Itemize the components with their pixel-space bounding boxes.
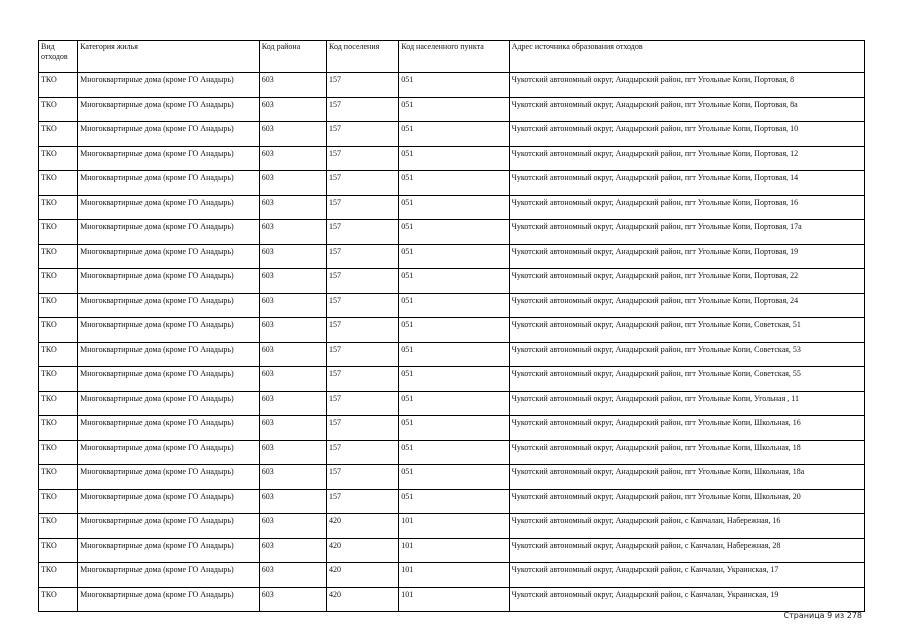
cell-settlement-code: 157 [327, 171, 399, 196]
cell-housing-category: Многоквартирные дома (кроме ГО Анадырь) [78, 293, 260, 318]
cell-housing-category: Многоквартирные дома (кроме ГО Анадырь) [78, 440, 260, 465]
cell-settlement-code: 420 [327, 538, 399, 563]
cell-housing-category: Многоквартирные дома (кроме ГО Анадырь) [78, 122, 260, 147]
cell-waste-type: ТКО [39, 440, 78, 465]
cell-housing-category: Многоквартирные дома (кроме ГО Анадырь) [78, 489, 260, 514]
cell-locality-code: 051 [399, 97, 509, 122]
cell-settlement-code: 157 [327, 244, 399, 269]
table-row [39, 416, 865, 441]
cell-housing-category: Многоквартирные дома (кроме ГО Анадырь) [78, 342, 260, 367]
cell-locality-code: 051 [399, 171, 509, 196]
table-header-row [39, 41, 865, 73]
table-row [39, 122, 865, 147]
table-row [39, 318, 865, 343]
cell-locality-code: 101 [399, 514, 509, 539]
cell-settlement-code: 420 [327, 514, 399, 539]
cell-waste-type: ТКО [39, 367, 78, 392]
cell-locality-code: 101 [399, 563, 509, 588]
cell-waste-type: ТКО [39, 73, 78, 98]
table-row [39, 73, 865, 98]
cell-settlement-code: 157 [327, 440, 399, 465]
cell-source-address: Чукотский автономный округ, Анадырский район, пгт Угольные Копи, Портовая, 17а [509, 220, 864, 245]
cell-district-code: 603 [259, 391, 326, 416]
cell-source-address: Чукотский автономный округ, Анадырский район, с Канчалан, Набережная, 16 [509, 514, 864, 539]
cell-source-address: Чукотский автономный округ, Анадырский район, пгт Угольные Копи, Советская, 51 [509, 318, 864, 343]
cell-locality-code: 051 [399, 122, 509, 147]
cell-district-code: 603 [259, 367, 326, 392]
cell-district-code: 603 [259, 122, 326, 147]
cell-housing-category: Многоквартирные дома (кроме ГО Анадырь) [78, 318, 260, 343]
cell-source-address: Чукотский автономный округ, Анадырский район, пгт Угольные Копи, Портовая, 14 [509, 171, 864, 196]
cell-waste-type: ТКО [39, 514, 78, 539]
cell-housing-category: Многоквартирные дома (кроме ГО Анадырь) [78, 416, 260, 441]
cell-locality-code: 051 [399, 146, 509, 171]
cell-source-address: Чукотский автономный округ, Анадырский район, с Канчалан, Украинская, 17 [509, 563, 864, 588]
table-row [39, 171, 865, 196]
cell-district-code: 603 [259, 73, 326, 98]
cell-housing-category: Многоквартирные дома (кроме ГО Анадырь) [78, 514, 260, 539]
cell-waste-type: ТКО [39, 146, 78, 171]
table-header [39, 41, 865, 73]
cell-locality-code: 101 [399, 538, 509, 563]
cell-district-code: 603 [259, 465, 326, 490]
header-housing-category: Категория жилья [78, 41, 260, 73]
cell-waste-type: ТКО [39, 465, 78, 490]
waste-source-table [38, 40, 865, 612]
cell-waste-type: ТКО [39, 195, 78, 220]
cell-waste-type: ТКО [39, 244, 78, 269]
cell-source-address: Чукотский автономный округ, Анадырский район, пгт Угольные Копи, Советская, 53 [509, 342, 864, 367]
cell-waste-type: ТКО [39, 391, 78, 416]
cell-source-address: Чукотский автономный округ, Анадырский район, пгт Угольные Копи, Школьная, 18а [509, 465, 864, 490]
cell-locality-code: 051 [399, 269, 509, 294]
cell-waste-type: ТКО [39, 489, 78, 514]
cell-waste-type: ТКО [39, 342, 78, 367]
cell-locality-code: 051 [399, 465, 509, 490]
cell-locality-code: 101 [399, 587, 509, 612]
header-district-code: Код района [259, 41, 326, 73]
cell-waste-type: ТКО [39, 318, 78, 343]
cell-waste-type: ТКО [39, 220, 78, 245]
cell-locality-code: 051 [399, 391, 509, 416]
cell-housing-category: Многоквартирные дома (кроме ГО Анадырь) [78, 195, 260, 220]
table-row [39, 367, 865, 392]
cell-housing-category: Многоквартирные дома (кроме ГО Анадырь) [78, 587, 260, 612]
table-row [39, 146, 865, 171]
cell-district-code: 603 [259, 440, 326, 465]
cell-locality-code: 051 [399, 73, 509, 98]
cell-source-address: Чукотский автономный округ, Анадырский район, пгт Угольные Копи, Портовая, 16 [509, 195, 864, 220]
cell-settlement-code: 157 [327, 293, 399, 318]
cell-district-code: 603 [259, 587, 326, 612]
table-row [39, 514, 865, 539]
cell-settlement-code: 157 [327, 220, 399, 245]
cell-waste-type: ТКО [39, 538, 78, 563]
cell-district-code: 603 [259, 146, 326, 171]
cell-housing-category: Многоквартирные дома (кроме ГО Анадырь) [78, 97, 260, 122]
header-waste-type: Вид отходов [39, 41, 78, 73]
table-row [39, 465, 865, 490]
table-row [39, 244, 865, 269]
table-body [39, 73, 865, 612]
cell-district-code: 603 [259, 220, 326, 245]
cell-housing-category: Многоквартирные дома (кроме ГО Анадырь) [78, 538, 260, 563]
table-row [39, 342, 865, 367]
table-row [39, 293, 865, 318]
cell-source-address: Чукотский автономный округ, Анадырский район, пгт Угольные Копи, Советская, 55 [509, 367, 864, 392]
cell-settlement-code: 157 [327, 97, 399, 122]
page-number: Страница 9 из 278 [783, 611, 862, 620]
cell-settlement-code: 157 [327, 146, 399, 171]
table-row [39, 269, 865, 294]
cell-source-address: Чукотский автономный округ, Анадырский район, пгт Угольные Копи, Портовая, 12 [509, 146, 864, 171]
cell-settlement-code: 157 [327, 489, 399, 514]
cell-source-address: Чукотский автономный округ, Анадырский район, пгт Угольные Копи, Угольная , 11 [509, 391, 864, 416]
cell-waste-type: ТКО [39, 587, 78, 612]
cell-waste-type: ТКО [39, 97, 78, 122]
cell-waste-type: ТКО [39, 563, 78, 588]
cell-settlement-code: 157 [327, 465, 399, 490]
table-row [39, 489, 865, 514]
cell-source-address: Чукотский автономный округ, Анадырский район, пгт Угольные Копи, Портовая, 8 [509, 73, 864, 98]
cell-locality-code: 051 [399, 220, 509, 245]
cell-housing-category: Многоквартирные дома (кроме ГО Анадырь) [78, 563, 260, 588]
cell-settlement-code: 157 [327, 391, 399, 416]
table-row [39, 587, 865, 612]
cell-district-code: 603 [259, 538, 326, 563]
table-row [39, 563, 865, 588]
cell-source-address: Чукотский автономный округ, Анадырский район, пгт Угольные Копи, Портовая, 24 [509, 293, 864, 318]
cell-settlement-code: 157 [327, 122, 399, 147]
cell-housing-category: Многоквартирные дома (кроме ГО Анадырь) [78, 391, 260, 416]
cell-locality-code: 051 [399, 489, 509, 514]
cell-settlement-code: 157 [327, 367, 399, 392]
cell-district-code: 603 [259, 293, 326, 318]
cell-source-address: Чукотский автономный округ, Анадырский район, пгт Угольные Копи, Портовая, 10 [509, 122, 864, 147]
waste-source-table-container [38, 40, 865, 612]
header-locality-code: Код населенного пункта [399, 41, 509, 73]
cell-settlement-code: 157 [327, 269, 399, 294]
cell-source-address: Чукотский автономный округ, Анадырский район, пгт Угольные Копи, Школьная, 20 [509, 489, 864, 514]
header-settlement-code: Код поселения [327, 41, 399, 73]
cell-waste-type: ТКО [39, 269, 78, 294]
cell-district-code: 603 [259, 416, 326, 441]
cell-housing-category: Многоквартирные дома (кроме ГО Анадырь) [78, 146, 260, 171]
cell-locality-code: 051 [399, 293, 509, 318]
cell-source-address: Чукотский автономный округ, Анадырский район, пгт Угольные Копи, Школьная, 16 [509, 416, 864, 441]
cell-settlement-code: 420 [327, 587, 399, 612]
cell-district-code: 603 [259, 171, 326, 196]
cell-source-address: Чукотский автономный округ, Анадырский район, пгт Угольные Копи, Портовая, 19 [509, 244, 864, 269]
cell-waste-type: ТКО [39, 416, 78, 441]
cell-source-address: Чукотский автономный округ, Анадырский район, пгт Угольные Копи, Портовая, 22 [509, 269, 864, 294]
cell-locality-code: 051 [399, 244, 509, 269]
cell-settlement-code: 157 [327, 318, 399, 343]
table-row [39, 220, 865, 245]
cell-locality-code: 051 [399, 416, 509, 441]
cell-settlement-code: 157 [327, 73, 399, 98]
cell-waste-type: ТКО [39, 122, 78, 147]
table-row [39, 195, 865, 220]
cell-source-address: Чукотский автономный округ, Анадырский район, с Канчалан, Набережная, 28 [509, 538, 864, 563]
cell-district-code: 603 [259, 514, 326, 539]
cell-source-address: Чукотский автономный округ, Анадырский район, пгт Угольные Копи, Школьная, 18 [509, 440, 864, 465]
cell-housing-category: Многоквартирные дома (кроме ГО Анадырь) [78, 367, 260, 392]
cell-district-code: 603 [259, 269, 326, 294]
cell-housing-category: Многоквартирные дома (кроме ГО Анадырь) [78, 73, 260, 98]
cell-district-code: 603 [259, 318, 326, 343]
cell-settlement-code: 157 [327, 416, 399, 441]
cell-settlement-code: 157 [327, 342, 399, 367]
cell-district-code: 603 [259, 97, 326, 122]
cell-housing-category: Многоквартирные дома (кроме ГО Анадырь) [78, 269, 260, 294]
cell-source-address: Чукотский автономный округ, Анадырский район, пгт Угольные Копи, Портовая, 8а [509, 97, 864, 122]
table-row [39, 440, 865, 465]
header-source-address: Адрес источника образования отходов [509, 41, 864, 73]
cell-locality-code: 051 [399, 367, 509, 392]
cell-locality-code: 051 [399, 318, 509, 343]
cell-district-code: 603 [259, 489, 326, 514]
cell-housing-category: Многоквартирные дома (кроме ГО Анадырь) [78, 171, 260, 196]
cell-district-code: 603 [259, 244, 326, 269]
cell-housing-category: Многоквартирные дома (кроме ГО Анадырь) [78, 465, 260, 490]
cell-district-code: 603 [259, 195, 326, 220]
cell-settlement-code: 157 [327, 195, 399, 220]
cell-locality-code: 051 [399, 195, 509, 220]
cell-locality-code: 051 [399, 342, 509, 367]
cell-waste-type: ТКО [39, 293, 78, 318]
cell-waste-type: ТКО [39, 171, 78, 196]
cell-housing-category: Многоквартирные дома (кроме ГО Анадырь) [78, 244, 260, 269]
cell-housing-category: Многоквартирные дома (кроме ГО Анадырь) [78, 220, 260, 245]
cell-settlement-code: 420 [327, 563, 399, 588]
table-row [39, 538, 865, 563]
cell-locality-code: 051 [399, 440, 509, 465]
table-row [39, 97, 865, 122]
cell-source-address: Чукотский автономный округ, Анадырский район, с Канчалан, Украинская, 19 [509, 587, 864, 612]
cell-district-code: 603 [259, 342, 326, 367]
table-row [39, 391, 865, 416]
cell-district-code: 603 [259, 563, 326, 588]
